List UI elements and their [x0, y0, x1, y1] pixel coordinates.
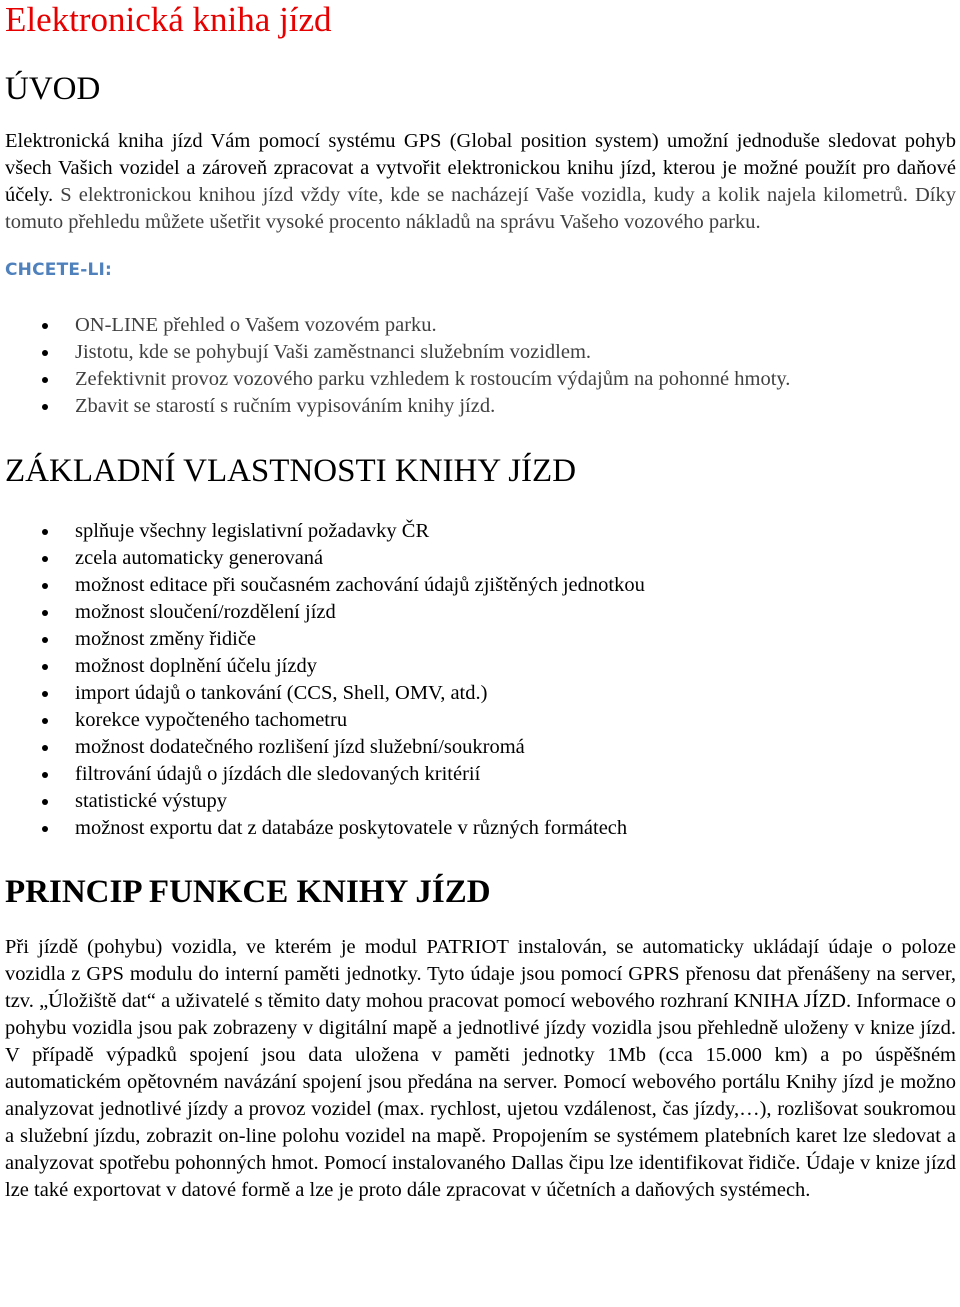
bullet-icon	[42, 529, 48, 535]
properties-heading: ZÁKLADNÍ VLASTNOSTI KNIHY JÍZD	[5, 453, 577, 489]
want-list	[5, 312, 956, 420]
intro-paragraph-part2: S elektronickou knihou jízd vždy víte, kde se nacházejí Vaše vozidla, kudy a kolik najela kilometrů. Díky tomuto přehledu můžete ušetřit vysoké procento nákladů na správu Vašeho vozového parku.	[5, 184, 956, 233]
list-item-text: Zbavit se starostí s ručním vypisováním knihy jízd.	[75, 395, 496, 417]
bullet-icon	[42, 772, 48, 778]
list-item-text: Zefektivnit provoz vozového parku vzhledem k rostoucím výdajům na pohonné hmoty.	[75, 368, 791, 390]
intro-paragraph	[5, 128, 956, 236]
list-item-text: filtrování údajů o jízdách dle sledovaných kritérií	[75, 763, 481, 785]
bullet-icon	[42, 826, 48, 832]
bullet-icon	[42, 637, 48, 643]
list-item-text: ON-LINE přehled o Vašem vozovém parku.	[75, 314, 437, 336]
list-item	[75, 312, 956, 339]
list-item	[75, 572, 956, 599]
list-item	[75, 788, 956, 815]
principle-heading: PRINCIP FUNKCE KNIHY JÍZD	[5, 874, 491, 910]
list-item	[75, 653, 956, 680]
list-item-text: možnost změny řidiče	[75, 628, 257, 650]
want-heading: CHCETE-LI:	[5, 260, 113, 280]
list-item-text: import údajů o tankování (CCS, Shell, OMV, atd.)	[75, 682, 488, 704]
list-item-text: možnost dodatečného rozlišení jízd služební/soukromá	[75, 736, 525, 758]
list-item	[75, 707, 956, 734]
list-item-text: možnost doplnění účelu jízdy	[75, 655, 317, 677]
bullet-icon	[42, 556, 48, 562]
list-item	[75, 680, 956, 707]
bullet-icon	[42, 404, 48, 410]
list-item	[75, 366, 956, 393]
list-item	[75, 545, 956, 572]
bullet-icon	[42, 583, 48, 589]
list-item-text: Jistotu, kde se pohybují Vaši zaměstnanci služebním vozidlem.	[75, 341, 592, 363]
bullet-icon	[42, 323, 48, 329]
list-item-text: splňuje všechny legislativní požadavky ČR	[75, 520, 430, 542]
list-item	[75, 626, 956, 653]
principle-paragraph: Při jízdě (pohybu) vozidla, ve kterém je modul PATRIOT instalován, se automaticky ukládají údaje o poloze vozidla z GPS modulu do interní paměti jednotky. Tyto údaje jsou pomocí GPRS přenosu dat přenášeny na server, tzv. „Úložiště dat“ a uživatelé s těmito daty mohou pracovat pomocí webového rozhraní KNIHA JÍZD. Informace o pohybu vozidla jsou pak zobrazeny v digitální mapě a jednotlivé jízdy vozidla jsou přehledně uloženy v knize jízd. V případě výpadků spojení jsou data uložena v paměti jednotky 1Mb (cca 15.000 km) a po úspěšném automatickém opětovném navázání spojení jsou předána na server. Pomocí webového portálu Knihy jízd je možno analyzovat jednotlivé jízdy a provoz vozidel (max. rychlost, ujetou vzdálenost, čas jízdy,…), rozlišovat soukromou a služební jízdu, zobrazit on-line polohu vozidel na mapě. Propojením se systémem platebních karet lze sledovat a analyzovat spotřebu pohonných hmot. Pomocí instalovaného Dallas čipu lze identifikovat řidiče. Údaje v knize jízd lze také exportovat v datové formě a lze je proto dále zpracovat v účetních a daňových systémech.	[5, 936, 956, 1201]
list-item	[75, 734, 956, 761]
bullet-icon	[42, 610, 48, 616]
list-item	[75, 599, 956, 626]
bullet-icon	[42, 664, 48, 670]
bullet-icon	[42, 350, 48, 356]
list-item-text: možnost sloučení/rozdělení jízd	[75, 601, 336, 623]
list-item	[75, 339, 956, 366]
bullet-icon	[42, 691, 48, 697]
document-title: Elektronická kniha jízd	[5, 0, 332, 39]
intro-paragraph-part1: Elektronická kniha jízd Vám pomocí systému GPS (Global position system) umožní jednoduše sledovat pohyb všech Vašich vozidel a zároveň zpracovat a vytvořit elektronickou knihu jízd, kterou je možné použít pro daňové účely.	[5, 130, 956, 206]
list-item-text: zcela automaticky generovaná	[75, 547, 324, 569]
intro-heading: ÚVOD	[5, 71, 101, 107]
properties-list	[5, 518, 956, 842]
list-item	[75, 815, 956, 842]
list-item-text: možnost editace při současném zachování údajů zjištěných jednotkou	[75, 574, 645, 596]
list-item	[75, 761, 956, 788]
bullet-icon	[42, 799, 48, 805]
bullet-icon	[42, 745, 48, 751]
bullet-icon	[42, 377, 48, 383]
list-item	[75, 393, 956, 420]
list-item-text: statistické výstupy	[75, 790, 228, 812]
bullet-icon	[42, 718, 48, 724]
list-item-text: korekce vypočteného tachometru	[75, 709, 348, 731]
list-item-text: možnost exportu dat z databáze poskytovatele v různých formátech	[75, 817, 628, 839]
list-item	[75, 518, 956, 545]
